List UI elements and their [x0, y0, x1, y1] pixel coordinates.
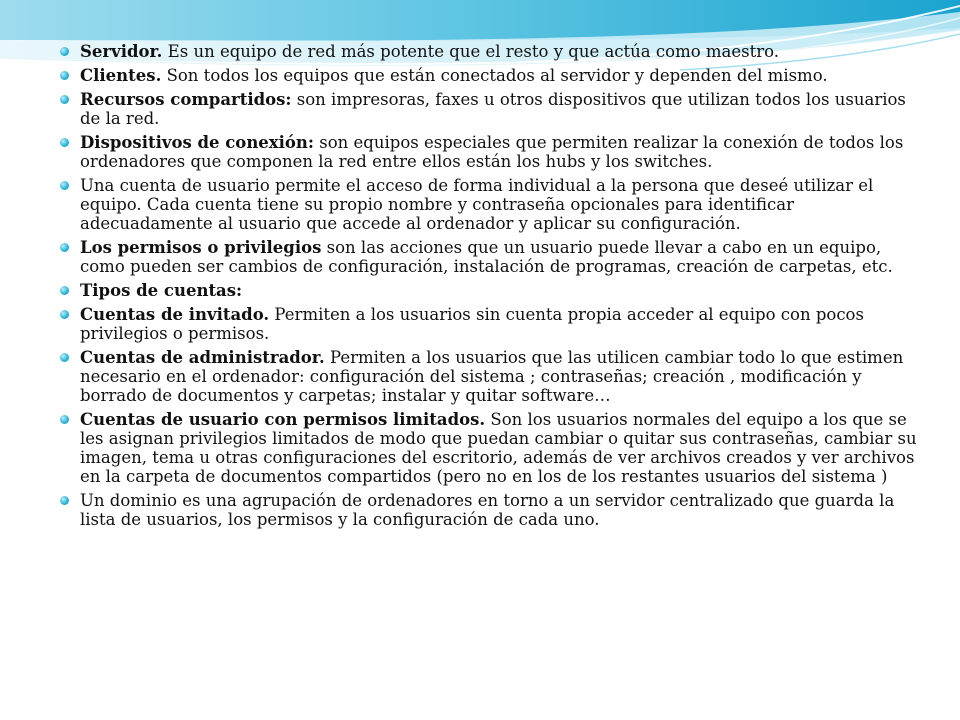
bullet-term: Los permisos o privilegios: [80, 238, 322, 257]
bullet-dot-icon: [60, 47, 69, 56]
bullet-dot-icon: [60, 496, 69, 505]
bullet-term: Tipos de cuentas:: [80, 281, 243, 300]
bullet-item: [60, 491, 920, 529]
bullet-text: son equipos especiales que permiten realizar la conexión de todos los ordenadores que componen la red entre ellos están los hubs y los switches.: [80, 133, 904, 171]
bullet-term: Recursos compartidos:: [80, 90, 292, 109]
bullet-text: Permiten a los usuarios sin cuenta propia acceder al equipo con pocos privilegios o permisos.: [80, 305, 864, 343]
bullet-item: [60, 42, 920, 61]
bullet-item: [60, 238, 920, 276]
bullet-item: [60, 348, 920, 405]
bullet-text: Una cuenta de usuario permite el acceso de forma individual a la persona que deseé utilizar el equipo. Cada cuenta tiene su propio nombre y contraseña opcionales para identificar adecuadamente al usuario que accede al ordenador y aplicar su configuración.: [80, 176, 874, 233]
bullet-text: Son los usuarios normales del equipo a los que se les asignan privilegios limitados de modo que puedan cambiar o quitar sus contraseñas, cambiar su imagen, tema u otras configuraciones del escritorio, además de ver archivos creados y ver archivos en la carpeta de documentos compartidos (pero no en los de los restantes usuarios del sistema ): [80, 410, 917, 486]
bullet-list: [60, 42, 920, 529]
bullet-text: Son todos los equipos que están conectados al servidor y dependen del mismo.: [161, 66, 828, 85]
bullet-item: [60, 410, 920, 486]
bullet-dot-icon: [60, 286, 69, 295]
bullet-item: [60, 90, 920, 128]
bullet-dot-icon: [60, 353, 69, 362]
bullet-dot-icon: [60, 243, 69, 252]
bullet-item: [60, 133, 920, 171]
slide-content: [60, 42, 920, 534]
bullet-text: Permiten a los usuarios que las utilicen cambiar todo lo que estimen necesario en el ordenador: configuración del sistema ; contraseñas; creación , modificación y borrado de documentos y carpetas; instalar y quitar software…: [80, 348, 904, 405]
bullet-term: Servidor.: [80, 42, 163, 61]
bullet-item: [60, 281, 920, 300]
bullet-text: son impresoras, faxes u otros dispositivos que utilizan todos los usuarios de la red.: [80, 90, 906, 128]
bullet-term: Dispositivos de conexión:: [80, 133, 315, 152]
bullet-text: son las acciones que un usuario puede llevar a cabo en un equipo, como pueden ser cambios de configuración, instalación de programas, creación de carpetas, etc.: [80, 238, 893, 276]
bullet-dot-icon: [60, 95, 69, 104]
bullet-term: Cuentas de administrador.: [80, 348, 325, 367]
bullet-term: Cuentas de usuario con permisos limitados.: [80, 410, 486, 429]
bullet-item: [60, 305, 920, 343]
bullet-text: Un dominio es una agrupación de ordenadores en torno a un servidor centralizado que guarda la lista de usuarios, los permisos y la configuración de cada uno.: [80, 491, 895, 529]
bullet-term: Clientes.: [80, 66, 162, 85]
bullet-term: Cuentas de invitado.: [80, 305, 270, 324]
bullet-text: Es un equipo de red más potente que el resto y que actúa como maestro.: [162, 42, 780, 61]
bullet-dot-icon: [60, 71, 69, 80]
bullet-dot-icon: [60, 415, 69, 424]
bullet-item: [60, 66, 920, 85]
bullet-dot-icon: [60, 138, 69, 147]
bullet-item: [60, 176, 920, 233]
bullet-dot-icon: [60, 310, 69, 319]
bullet-dot-icon: [60, 181, 69, 190]
